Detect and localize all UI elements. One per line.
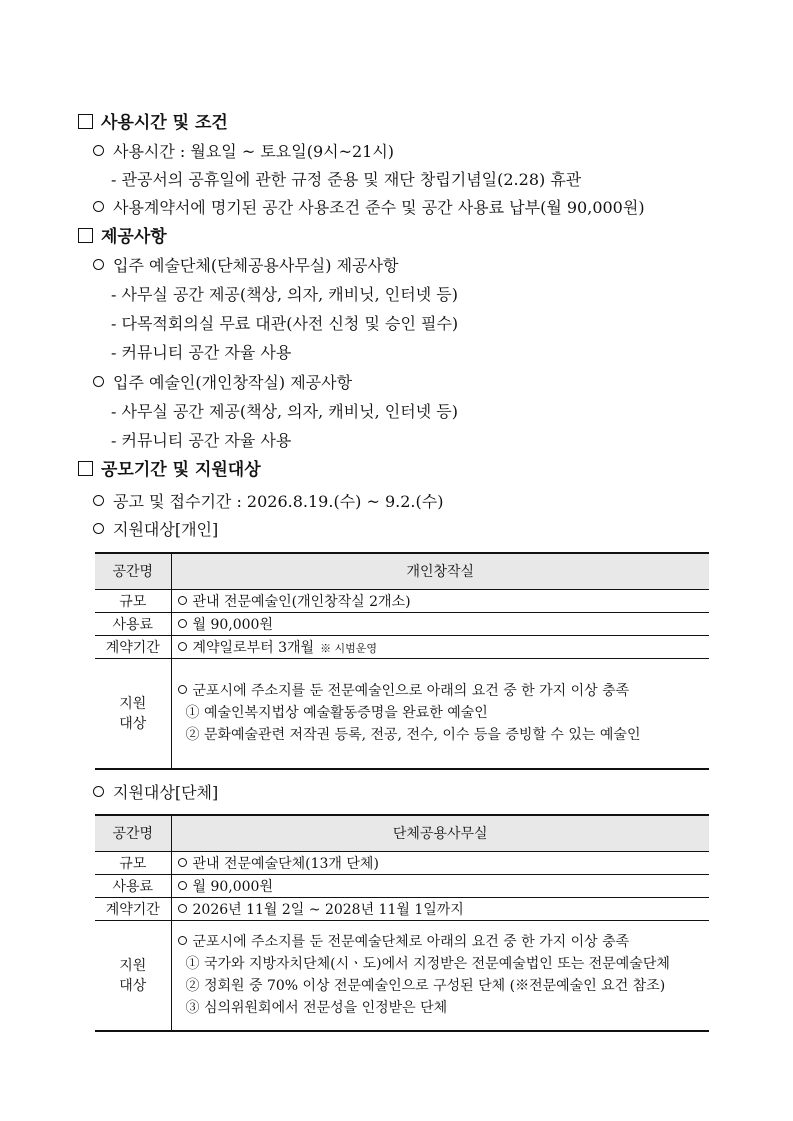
table-row: [95, 874, 709, 897]
group-provisions: 입주 예술단체(단체공용사무실) 제공사항: [93, 256, 398, 276]
contract-conditions: 사용계약서에 명기된 공간 사용조건 준수 및 공간 사용료 납부(월 90,000원): [93, 198, 645, 218]
requirement-item: ② 문화예술관련 저작권 등록, 전공, 전수, 이수 등을 증빙할 수 있는 예술인: [185, 727, 641, 744]
individual-provisions: 입주 예술인(개인창작실) 제공사항: [93, 373, 352, 393]
individual-provision-item: - 커뮤니티 공간 자율 사용: [111, 431, 292, 450]
circle-bullet-icon: [178, 642, 187, 651]
circle-bullet-icon: [93, 145, 104, 156]
group-office-table: [95, 814, 709, 1032]
individual-provision-item: - 사무실 공간 제공(책상, 의자, 캐비닛, 인터넷 등): [111, 402, 458, 421]
row-label: 사용료: [95, 874, 171, 897]
application-period: 공고 및 접수기간 : 2026.8.19.(수) ~ 9.2.(수): [93, 492, 443, 512]
holiday-note: - 관공서의 공휴일에 관한 규정 준용 및 재단 창립기념일(2.28) 휴관: [111, 170, 582, 189]
section-heading-recruitment: 공모기간 및 지원대상: [78, 460, 261, 480]
table-row: [95, 920, 709, 1031]
row-value: 관내 전문예술인(개인창작실 2개소): [171, 589, 709, 612]
requirement-item: ③ 심의위원회에서 전문성을 인정받은 단체: [185, 1000, 448, 1017]
circle-bullet-icon: [93, 376, 104, 387]
row-value: 계약일로부터 3개월 ※ 시범운영: [171, 635, 709, 658]
header-label: 공간명: [95, 815, 171, 851]
table-row: [95, 851, 709, 874]
row-label: 계약기간: [95, 897, 171, 920]
eligibility-requirements: 군포시에 주소지를 둔 전문예술인으로 아래의 요건 중 한 가지 이상 충족 ① 예술인복지법상 예술활동증명을 완료한 예술인 ② 문화예술관련 저작권 등록, 전공, 전수, 이수 등을 증빙할 수 있는 예술인: [171, 658, 709, 769]
eligibility-requirements: 군포시에 주소지를 둔 전문예술단체로 아래의 요건 중 한 가지 이상 충족 ① 국가와 지방자치단체(시ㆍ도)에서 지정받은 전문예술법인 또는 전문예술단체 ② 정회원 중 70% 이상 전문예술인으로 구성된 단체 (※전문예술인 요건 참조) ③ 심의위원회에서 전문성을 인정받은 단체: [171, 920, 709, 1031]
trial-note: ※ 시범운영: [320, 641, 378, 655]
row-label: 계약기간: [95, 635, 171, 658]
group-provision-item: - 커뮤니티 공간 자율 사용: [111, 343, 292, 362]
square-bullet-icon: [78, 114, 93, 129]
table-row: [95, 635, 709, 658]
table-header-row: [95, 815, 709, 851]
eligibility-group-heading: 지원대상[단체]: [93, 783, 218, 803]
section-heading-provisions: 제공사항: [78, 227, 167, 247]
row-value: 월 90,000원: [171, 874, 709, 897]
row-label: 규모: [95, 589, 171, 612]
circle-bullet-icon: [178, 596, 187, 605]
row-value: 관내 전문예술단체(13개 단체): [171, 851, 709, 874]
row-label: 지원 대상: [95, 658, 171, 769]
requirement-item: ① 예술인복지법상 예술활동증명을 완료한 예술인: [185, 705, 488, 722]
header-label: 공간명: [95, 553, 171, 589]
circle-bullet-icon: [93, 523, 104, 534]
table-row: [95, 612, 709, 635]
eligibility-individual-heading: 지원대상[개인]: [93, 520, 218, 540]
circle-bullet-icon: [178, 619, 187, 628]
row-label: 사용료: [95, 612, 171, 635]
usage-hours: 사용시간 : 월요일 ~ 토요일(9시~21시): [93, 142, 394, 162]
row-value: 2026년 11월 2일 ~ 2028년 11월 1일까지: [171, 897, 709, 920]
circle-bullet-icon: [178, 904, 187, 913]
table-row: [95, 897, 709, 920]
requirement-item: ② 정회원 중 70% 이상 전문예술인으로 구성된 단체 (※전문예술인 요건 참조): [185, 978, 666, 995]
individual-studio-table: [95, 552, 709, 770]
circle-bullet-icon: [178, 936, 187, 945]
group-provision-item: - 다목적회의실 무료 대관(사전 신청 및 승인 필수): [111, 314, 459, 333]
circle-bullet-icon: [93, 786, 104, 797]
circle-bullet-icon: [93, 201, 104, 212]
row-label: 규모: [95, 851, 171, 874]
row-label: 지원 대상: [95, 920, 171, 1031]
group-provision-item: - 사무실 공간 제공(책상, 의자, 캐비닛, 인터넷 등): [111, 285, 458, 304]
table-row: [95, 658, 709, 769]
table-row: [95, 589, 709, 612]
requirement-item: ① 국가와 지방자치단체(시ㆍ도)에서 지정받은 전문예술법인 또는 전문예술단체: [185, 956, 670, 973]
circle-bullet-icon: [178, 858, 187, 867]
table-header-row: [95, 553, 709, 589]
circle-bullet-icon: [93, 495, 104, 506]
circle-bullet-icon: [178, 685, 187, 694]
square-bullet-icon: [78, 228, 93, 243]
circle-bullet-icon: [93, 259, 104, 270]
circle-bullet-icon: [178, 881, 187, 890]
section-heading-usage: 사용시간 및 조건: [78, 113, 228, 133]
square-bullet-icon: [78, 461, 93, 476]
header-value: 단체공용사무실: [171, 815, 709, 851]
header-value: 개인창작실: [171, 553, 709, 589]
row-value: 월 90,000원: [171, 612, 709, 635]
